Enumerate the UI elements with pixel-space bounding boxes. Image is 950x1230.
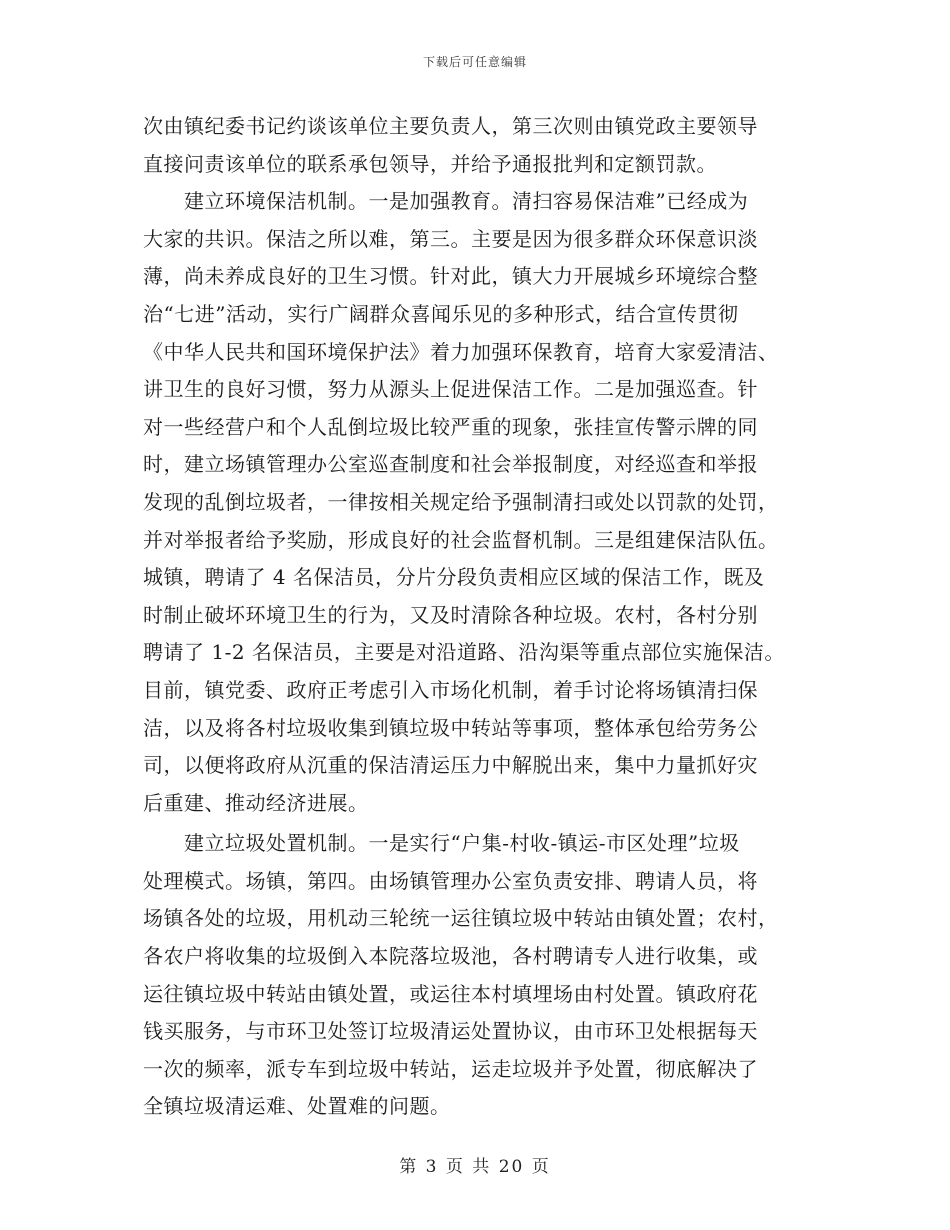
page-footer: 第 3 页 共 20 页 [399, 1157, 551, 1177]
text-line: 对一些经营户和个人乱倒垃圾比较严重的现象，张挂宣传警示牌的同 [143, 414, 758, 439]
text-line: 《中华人民共和国环境保护法》着力加强环保教育，培育大家爱清洁、 [143, 339, 779, 364]
text-line: 处理模式。场镇，第四。由场镇管理办公室负责安排、聘请人员，将 [143, 868, 758, 893]
text-line: 聘请了 1-2 名保洁员，主要是对沿道路、沿沟渠等重点部位实施保洁。 [143, 640, 785, 665]
text-line: 发现的乱倒垃圾者，一律按相关规定给予强制清扫或处以罚款的处罚， [143, 489, 779, 514]
text-line: 一次的频率，派专车到垃圾中转站，运走垃圾并予处置，彻底解决了 [143, 1056, 758, 1081]
text-line: 场镇各处的垃圾，用机动三轮统一运往镇垃圾中转站由镇处置；农村， [143, 906, 779, 931]
text-line: 时制止破坏环境卫生的行为，又及时清除各种垃圾。农村，各村分别 [143, 602, 758, 627]
paragraph-waste-disposal [143, 825, 806, 1126]
paragraph-accountability [143, 108, 806, 183]
text-line: 城镇，聘请了 4 名保洁员，分片分段负责相应区域的保洁工作，既及 [143, 565, 765, 590]
text-line: 讲卫生的良好习惯，努力从源头上促进保洁工作。二是加强巡查。针 [143, 377, 758, 402]
page-header: 下载后可任意编辑 [422, 55, 527, 69]
text-line: 目前，镇党委、政府正考虑引入市场化机制，着手讨论将场镇清扫保 [143, 677, 758, 702]
text-line: 次由镇纪委书记约谈该单位主要负责人，第三次则由镇党政主要领导 [143, 114, 758, 138]
text-line: 薄，尚未养成良好的卫生习惯。针对此，镇大力开展城乡环境综合整 [143, 264, 758, 289]
text-line: 建立垃圾处置机制。一是实行“户集-村收-镇运-市区处理”垃圾 [143, 831, 740, 856]
paragraph-cleaning-mechanism [143, 183, 806, 822]
text-line: 建立环境保洁机制。一是加强教育。清扫容易保洁难”已经成为 [143, 189, 749, 214]
text-line: 治“七进”活动，实行广阔群众喜闻乐见的多种形式，结合宣传贯彻 [143, 301, 739, 326]
text-line: 各农户将收集的垃圾倒入本院落垃圾池，各村聘请专人进行收集，或 [143, 944, 758, 969]
text-line: 后重建、推动经济进展。 [143, 790, 369, 815]
document-body [143, 108, 806, 1126]
text-line: 大家的共识。保洁之所以难，第三。主要是因为很多群众环保意识淡 [143, 226, 758, 251]
text-line: 直接问责该单位的联系承包领导，并给予通报批判和定额罚款。 [143, 151, 717, 176]
text-line: 并对举报者给予奖励，形成良好的社会监督机制。三是组建保洁队伍。 [143, 527, 779, 552]
text-line: 运往镇垃圾中转站由镇处置，或运往本村填埋场由村处置。镇政府花 [143, 981, 758, 1006]
text-line: 时，建立场镇管理办公室巡查制度和社会举报制度，对经巡查和举报 [143, 452, 758, 477]
text-line: 洁，以及将各村垃圾收集到镇垃圾中转站等事项，整体承包给劳务公 [143, 715, 758, 740]
text-line: 司，以便将政府从沉重的保洁清运压力中解脱出来，集中力量抓好灾 [143, 753, 758, 778]
text-line: 钱买服务，与市环卫处签订垃圾清运处置协议，由市环卫处根据每天 [143, 1019, 758, 1044]
text-line: 全镇垃圾清运难、处置难的问题。 [143, 1094, 451, 1119]
